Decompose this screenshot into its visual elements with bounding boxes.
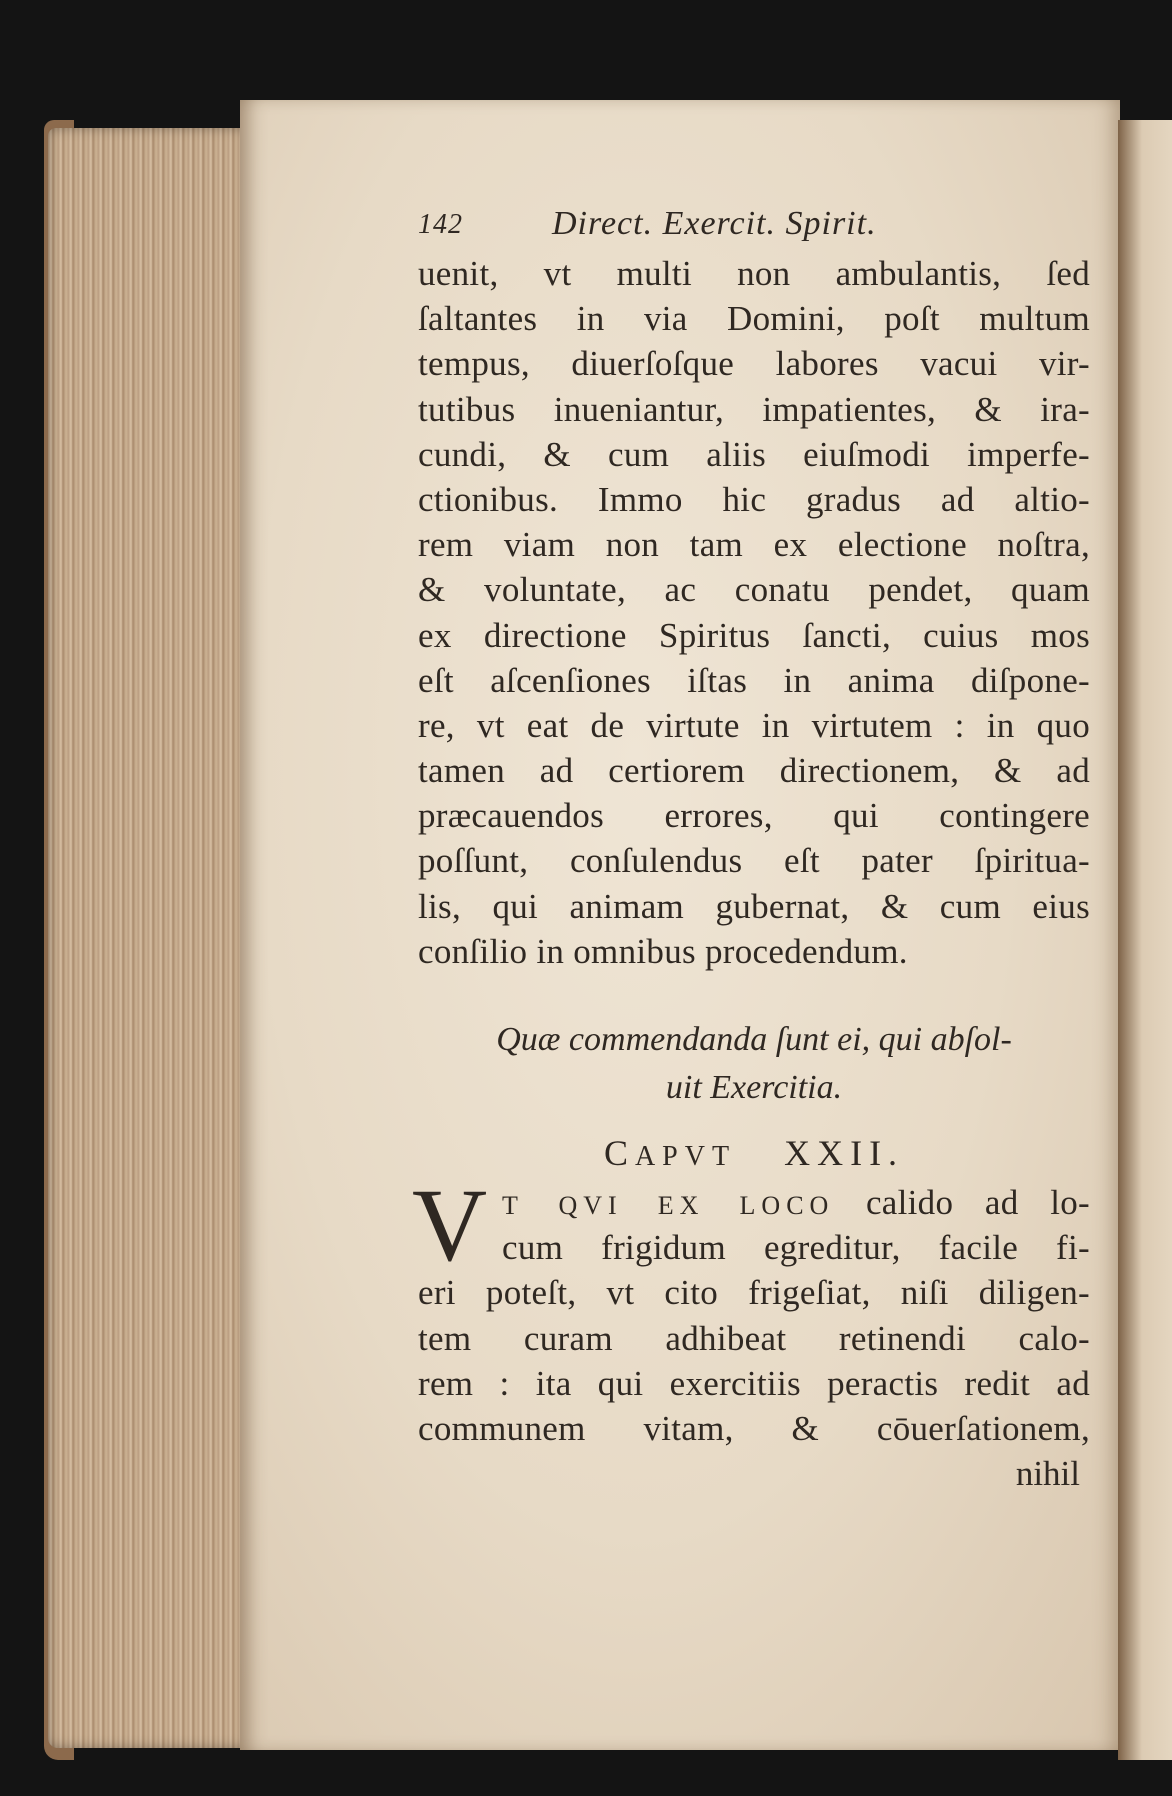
text-line: rem : ita qui exercitiis peractis redit ad — [418, 1363, 1090, 1403]
text-line: tem curam adhibeat retinendi calo- — [418, 1318, 1090, 1358]
text-line: ex directione Spiritus ſancti, cuius mos — [418, 615, 1090, 655]
text-line: cum frigidum egreditur, facile fi- — [502, 1228, 1090, 1268]
section-title-line: uit Exercitia. — [665, 1069, 843, 1106]
drop-cap: V — [412, 1168, 488, 1283]
text-line: conſilio in omnibus procedendum. — [418, 931, 908, 971]
chapter-word-initial: C — [603, 1133, 635, 1173]
text-line — [418, 1180, 1090, 1225]
text-line: & voluntate, ac conatu pendet, quam — [418, 570, 1090, 610]
text-line: ſaltantes in via Domini, poſt multum — [418, 299, 1090, 339]
text-line: communem vitam, & cōuerſationem, — [418, 1408, 1090, 1448]
text-line: tempus, diuerſoſque labores vacui vir- — [418, 344, 1090, 384]
text-line: cundi, & cum aliis eiuſmodi imperfe- — [418, 434, 1090, 474]
chapter-number: XXII. — [784, 1133, 905, 1173]
facing-page-edge — [1118, 120, 1172, 1760]
catchword: nihil — [1015, 1454, 1080, 1494]
text-line: poſſunt, conſulendus eſt pater ſpiritua- — [418, 841, 1090, 881]
text-line: re, vt eat de virtute in virtutem : in quo — [418, 705, 1090, 745]
text-line: præcauendos errores, qui contingere — [418, 796, 1090, 836]
text-line: uenit, vt multi non ambulantis, ſed — [418, 254, 1090, 293]
running-head — [418, 205, 1090, 251]
text-line: tutibus inueniantur, impatientes, & ira- — [418, 389, 1090, 429]
page-stack-edge — [48, 128, 248, 1748]
text-line: lis, qui animam gubernat, & cum eius — [418, 886, 1090, 926]
chapter-heading — [418, 1126, 1090, 1180]
chapter-paragraph — [412, 1168, 1090, 1496]
section-title-line: Quæ commendanda ſunt ei, qui abſol- — [496, 1021, 1012, 1058]
chapter-word-rest: APVT — [634, 1141, 737, 1172]
page-text — [412, 205, 1090, 1496]
opening-rest: calido ad lo- — [865, 1183, 1090, 1222]
text-line: rem viam non tam ex electione noſtra, — [418, 525, 1090, 565]
text-line: eſt aſcenſiones iſtas in anima diſpone- — [418, 660, 1090, 700]
opening-smallcaps: T QVI EX LOCO — [502, 1191, 835, 1220]
body-paragraph — [418, 251, 1090, 974]
section-title — [418, 1016, 1090, 1112]
text-line: ctionibus. Immo hic gradus ad altio- — [418, 479, 1090, 519]
text-line: eri poteſt, vt cito frigeſiat, niſi diligen- — [418, 1273, 1090, 1313]
page-number: 142 — [418, 209, 463, 240]
running-title: Direct. Exercit. Spirit. — [552, 205, 877, 242]
text-line: tamen ad certiorem directionem, & ad — [418, 751, 1090, 791]
